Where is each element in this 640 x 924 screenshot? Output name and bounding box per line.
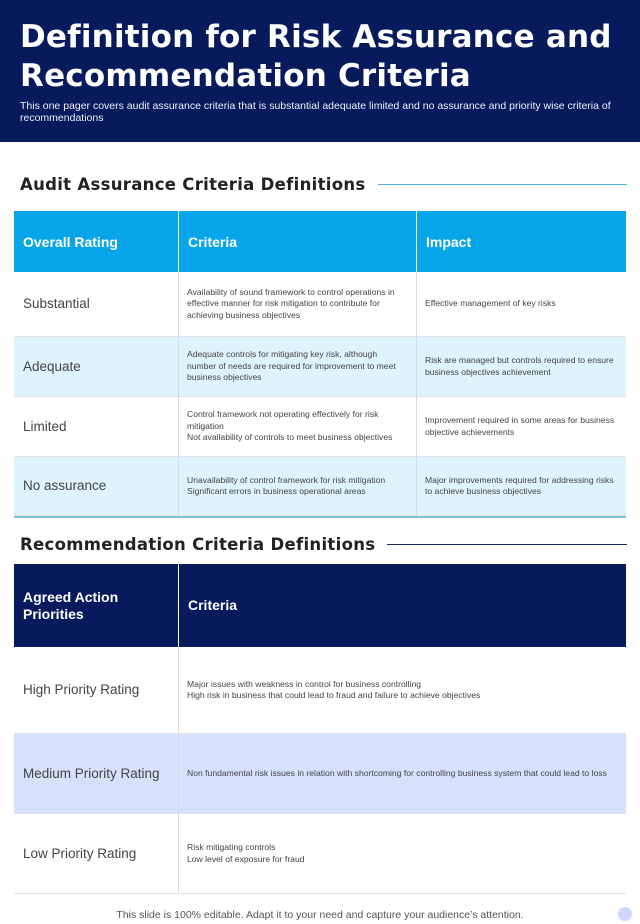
criteria-cell: Non fundamental risk issues in relation with shortcoming for controlling business system that could lead to loss (179, 734, 626, 814)
impact-cell: Effective management of key risks (417, 272, 626, 337)
page-title-line-1: Definition for Risk Assurance and (20, 19, 612, 55)
rating-cell: Adequate (14, 337, 179, 397)
rating-cell: Limited (14, 397, 179, 457)
table-row (14, 272, 626, 337)
priority-cell: High Priority Rating (14, 647, 179, 734)
footer-dot-icon (618, 907, 632, 921)
criteria-cell: Major issues with weakness in control for business controlling High risk in business that could lead to fraud and failure to achieve objectives (179, 647, 626, 734)
page-subtitle: This one pager covers audit assurance criteria that is substantial adequate limited and no assurance and priority wise criteria of recommendations (20, 100, 611, 124)
recommendation-criteria-table (14, 564, 626, 894)
rating-cell: No assurance (14, 457, 179, 516)
page-title-line-2: Recommendation Criteria (20, 58, 471, 94)
priority-cell: Low Priority Rating (14, 814, 179, 894)
table-row (14, 457, 626, 516)
criteria-cell: Availability of sound framework to control operations in effective manner for risk mitigation to contribute for achieving business objectives (179, 272, 417, 337)
recommendation-section-title: Recommendation Criteria Definitions (20, 535, 376, 554)
recommendation-table-header (14, 564, 626, 647)
header-criteria: Criteria (179, 564, 626, 647)
table-row (14, 337, 626, 397)
criteria-cell: Adequate controls for mitigating key risk, although number of needs are required for improvement to meet business objectives (179, 337, 417, 397)
recommendation-section-divider (387, 544, 627, 545)
audit-section-divider (378, 184, 627, 185)
recommendation-section-heading (20, 535, 627, 554)
header-overall-rating: Overall Rating (14, 211, 179, 272)
audit-criteria-table (14, 211, 626, 518)
audit-section-heading (20, 175, 627, 194)
criteria-cell: Risk mitigating controls Low level of exposure for fraud (179, 814, 626, 894)
table-row (14, 397, 626, 457)
criteria-cell: Control framework not operating effectively for risk mitigation Not availability of controls to meet business objectives (179, 397, 417, 457)
rating-cell: Substantial (14, 272, 179, 337)
impact-cell: Major improvements required for addressing risks to achieve business objectives (417, 457, 626, 516)
header-agreed-action-priorities: Agreed Action Priorities (14, 564, 179, 647)
audit-table-header (14, 211, 626, 272)
table-row (14, 814, 626, 894)
impact-cell: Risk are managed but controls required to ensure business objectives achievement (417, 337, 626, 397)
impact-cell: Improvement required in some areas for business objective achievements (417, 397, 626, 457)
header-impact: Impact (417, 211, 626, 272)
table-row (14, 647, 626, 734)
header-banner (0, 0, 640, 142)
page-title (20, 18, 620, 96)
criteria-cell: Unavailability of control framework for risk mitigation Significant errors in business operational areas (179, 457, 417, 516)
footer-note: This slide is 100% editable. Adapt it to your need and capture your audience’s attention. (116, 909, 524, 921)
table-row (14, 734, 626, 814)
header-criteria: Criteria (179, 211, 417, 272)
priority-cell: Medium Priority Rating (14, 734, 179, 814)
audit-section-title: Audit Assurance Criteria Definitions (20, 175, 366, 194)
